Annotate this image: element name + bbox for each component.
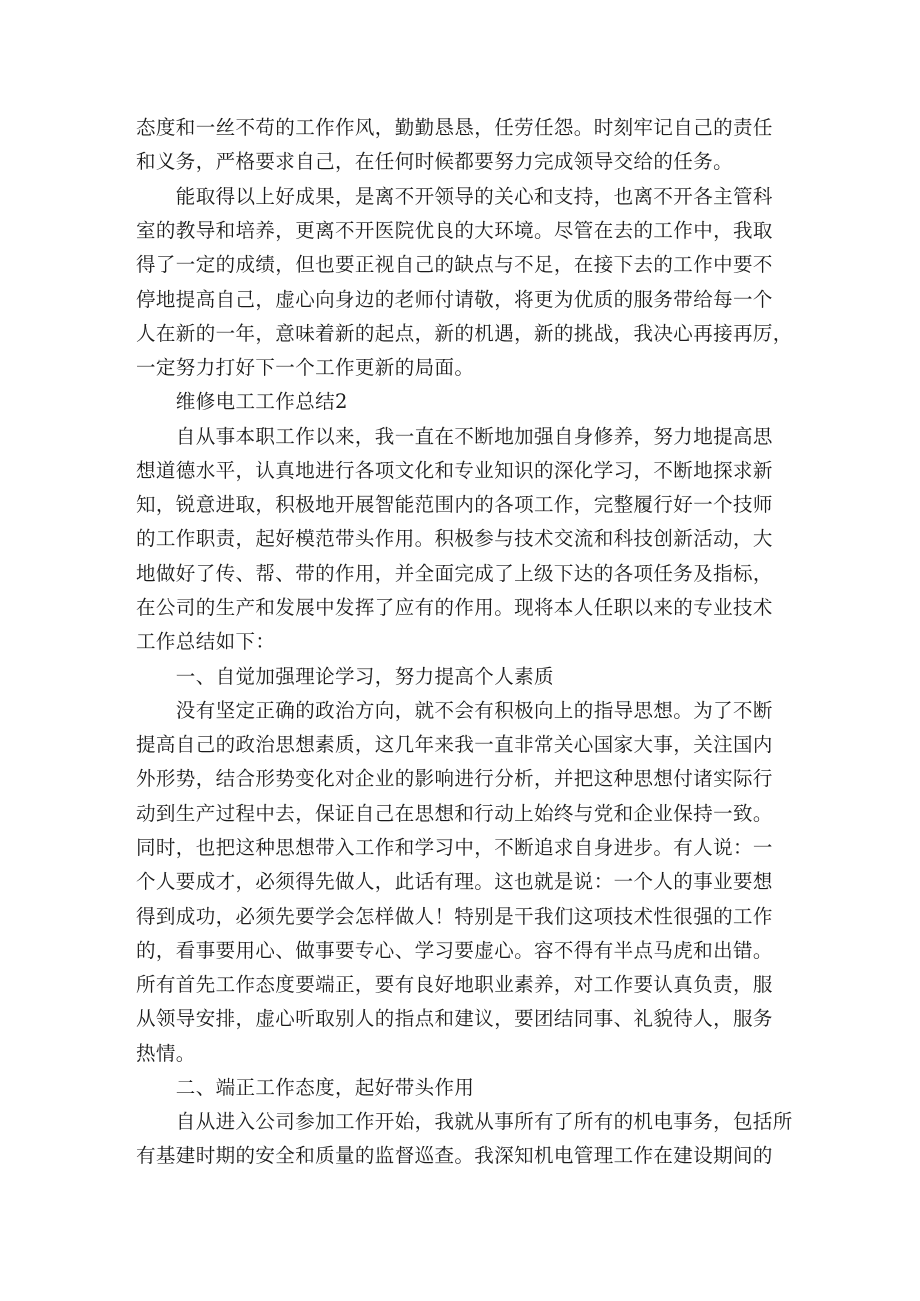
text-line: 动到生产过程中去，保证自己在思想和行动上始终与党和企业保持一致。 [136,802,773,825]
text-line: 停地提高自己，虚心向身边的老师付请敬，将更为优质的服务带给每一个 [136,288,773,311]
text-line: 室的教导和培养，更离不开医院优良的大环境。尽管在去的工作中，我取 [136,219,773,242]
text-line: 想道德水平，认真地进行各项文化和专业知识的深化学习，不断地探求新 [136,459,773,482]
text-line: 能取得以上好成果，是离不开领导的关心和支持，也离不开各主管科 [136,185,773,208]
text-line: 有基建时期的安全和质量的监督巡查。我深知机电管理工作在建设期间的 [136,1144,773,1167]
text-line: 态度和一丝不苟的工作作风，勤勤恳恳，任劳任怨。时刻牢记自己的责任 [136,116,773,139]
text-line: 得了一定的成绩，但也要正视自己的缺点与不足，在接下去的工作中要不 [136,253,773,276]
text-line: 自从事本职工作以来，我一直在不断地加强自身修养，努力地提高思 [136,425,773,448]
text-line: 从领导安排，虚心听取别人的指点和建议，要团结同事、礼貌待人，服务 [136,1007,773,1030]
text-line: 所有首先工作态度要端正，要有良好地职业素养，对工作要认真负责，服 [136,973,773,996]
text-line: 工作总结如下： [136,630,276,653]
text-line: 热情。 [136,1042,196,1065]
text-line: 的工作职责，起好模范带头作用。积极参与技术交流和科技创新活动，大 [136,527,773,550]
text-line: 一定努力打好下一个工作更新的局面。 [136,356,475,379]
text-line: 自从进入公司参加工作开始，我就从事所有了所有的机电事务，包括所 [136,1110,793,1133]
text-line: 得到成功，必须先要学会怎样做人！特别是干我们这项技术性很强的工作 [136,905,773,928]
text-line: 没有坚定正确的政治方向，就不会有积极向上的指导思想。为了不断 [136,699,773,722]
text-line: 提高自己的政治思想素质，这几年来我一直非常关心国家大事，关注国内 [136,733,773,756]
text-line: 知，锐意进取，积极地开展智能范围内的各项工作，完整履行好一个技师 [136,493,773,516]
text-line: 地做好了传、帮、带的作用，并全面完成了上级下达的各项任务及指标， [136,562,773,585]
text-line: 在公司的生产和发展中发挥了应有的作用。现将本人任职以来的专业技术 [136,596,773,619]
section-heading: 一、自觉加强理论学习，努力提高个人素质 [136,665,554,688]
text-line: 的，看事要用心、做事要专心、学习要虚心。容不得有半点马虎和出错。 [136,939,773,962]
text-line: 和义务，严格要求自己，在任何时候都要努力完成领导交给的任务。 [136,150,734,173]
section-heading: 二、端正工作态度，起好带头作用 [136,1076,475,1099]
text-line: 人在新的一年，意味着新的起点，新的机遇，新的挑战，我决心再接再厉， [136,322,793,345]
text-line: 外形势，结合形势变化对企业的影响进行分析，并把这种思想付诸实际行 [136,767,773,790]
text-line: 同时，也把这种思想带入工作和学习中，不断追求自身进步。有人说：一 [136,836,773,859]
section-heading: 维修电工工作总结2 [136,390,348,413]
text-line: 个人要成才，必须得先做人，此话有理。这也就是说：一个人的事业要想 [136,870,773,893]
